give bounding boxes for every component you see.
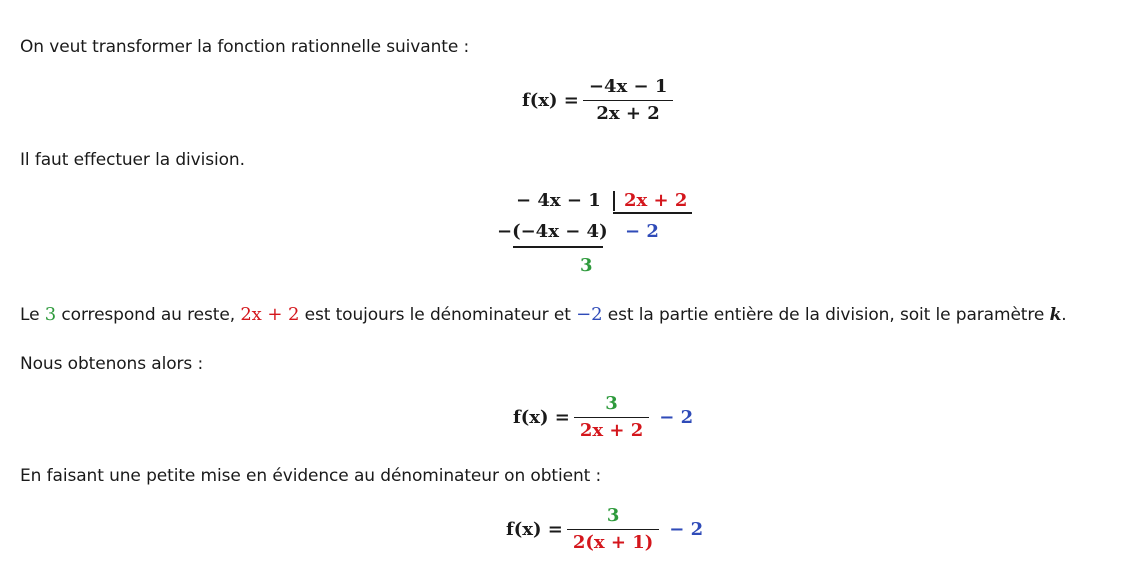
eq2-tail: − 2	[659, 407, 694, 428]
step-text: Il faut effectuer la division.	[20, 150, 245, 170]
eq2-denominator: 2x + 2	[579, 420, 644, 441]
denominator-expression: 2x + 2	[240, 304, 300, 325]
division-subtracted: −(−4x − 4)	[497, 221, 608, 242]
rest-value: 3	[44, 304, 57, 325]
eq1-denominator: 2x + 2	[596, 103, 660, 124]
equation-1	[522, 76, 677, 125]
eq1-fraction	[583, 76, 673, 125]
eq1-lhs: f(x) =	[522, 90, 579, 111]
eq2-fraction	[574, 393, 649, 442]
obtain-text: Nous obtenons alors :	[20, 354, 204, 374]
division-divisor-line	[613, 212, 692, 214]
eq3-denominator: 2(x + 1)	[572, 532, 654, 553]
explanation-part-4: est la partie entière de la division, soit le paramètre	[602, 305, 1050, 325]
division-vertical-bar	[613, 191, 615, 211]
explanation-text	[20, 304, 1067, 326]
eq2-lhs: f(x) =	[513, 407, 570, 428]
division-dividend: − 4x − 1	[516, 190, 601, 211]
eq3-lhs: f(x) =	[506, 519, 563, 540]
intro-text: On veut transformer la fonction rationnelle suivante :	[20, 37, 470, 57]
explanation-part-3: est toujours le dénominateur et	[299, 305, 577, 325]
equation-3	[506, 505, 709, 554]
param-k: k	[1049, 305, 1062, 325]
division-quotient: − 2	[625, 221, 659, 242]
eq2-numerator: 3	[605, 393, 618, 414]
factor-text: En faisant une petite mise en évidence au dénominateur on obtient :	[20, 466, 602, 486]
eq1-numerator: −4x − 1	[588, 76, 668, 97]
explanation-part-1: Le	[20, 305, 45, 325]
division-result-line	[513, 246, 603, 248]
eq3-fraction	[567, 505, 659, 554]
equation-2	[513, 393, 699, 442]
explanation-part-2: correspond au reste,	[56, 305, 241, 325]
quotient-value: −2	[576, 304, 603, 325]
division-divisor: 2x + 2	[624, 190, 688, 211]
eq3-numerator: 3	[606, 505, 620, 526]
division-remainder: 3	[580, 255, 593, 276]
explanation-part-5: .	[1061, 305, 1067, 325]
eq3-tail: − 2	[669, 519, 704, 540]
